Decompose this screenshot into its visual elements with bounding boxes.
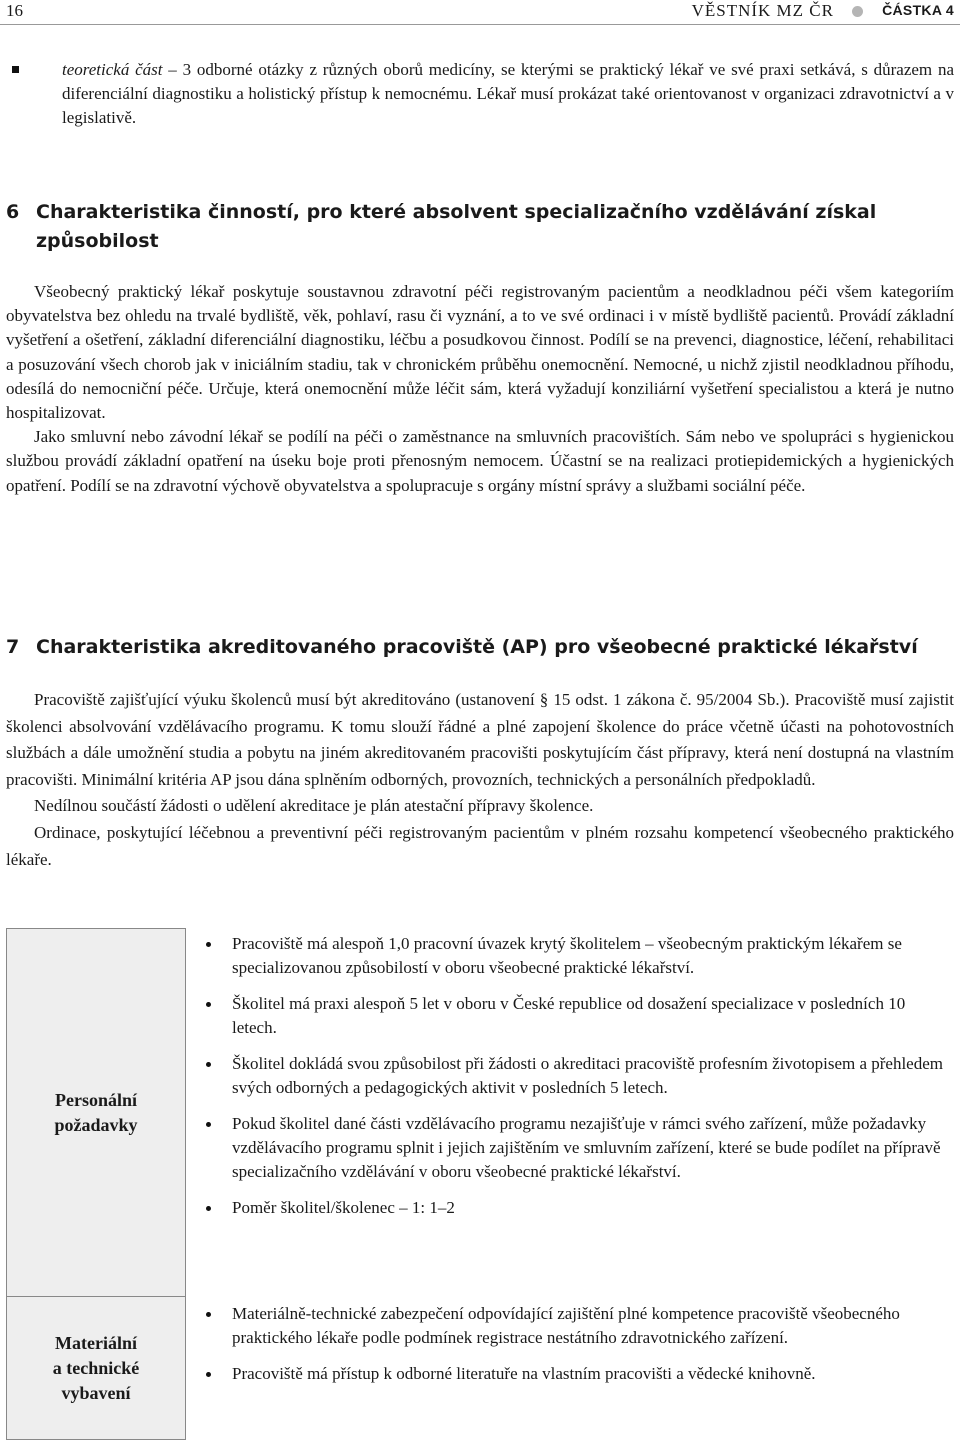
personnel-requirements-list — [202, 932, 952, 1232]
intro-bullet-text — [62, 58, 954, 130]
label-line: Materiální — [55, 1332, 137, 1353]
section-6-paragraph: Všeobecný praktický lékař poskytuje soustavnou zdravotní péči registrovaným pacientům a neodkladnou péči všem kategoriím obyvatelstva bez ohledu na trvalé bydliště, věk, pohlaví, rasu či vyznání, a to ve své ordinaci i v místě bydliště pacientů. Provádí základní vyšetření a ošetření, základní diferenciální diagnostiku, léčbu a posudkovou činnost. Podílí se na prevenci, diagnostice, léčení, rehabilitaci a posuzování všech chorob jak v iniciálním stadiu, tak v chronickém průběhu onemocnění. Nemocné, u nichž zjistil neodkladnou příhodu, odesílá do nemocniční péče. Určuje, která onemocnění může léčit sám, která vyžadují konziliární vyšetření specialistou a která je nutno hospitalizovat. — [6, 282, 954, 423]
list-item: Materiálně-technické zabezpečení odpovídající zajištění plné kompetence pracoviště všeobecného praktického lékaře podle podmínek registrace nestátního zdravotnického zařízení. — [202, 1302, 952, 1350]
intro-bullet — [6, 58, 954, 130]
issue-part: ČÁSTKA 4 — [882, 2, 954, 18]
list-item: Pracoviště má alespoň 1,0 pracovní úvazek krytý školitelem – všeobecným praktickým lékařem se specializovanou způsobilostí v oboru všeobecné praktické lékařství. — [202, 932, 952, 980]
separator-dot-icon — [852, 6, 863, 17]
section-7-paragraph: Nedílnou součástí žádosti o udělení akreditace je plán atestační přípravy školence. — [34, 796, 594, 816]
label-line: Personální — [54, 1090, 137, 1110]
section-7-heading — [6, 633, 954, 662]
requirements-table — [6, 928, 956, 1438]
label-line: a technické — [52, 1357, 140, 1378]
equipment-requirements-label — [6, 1296, 186, 1440]
square-bullet-icon — [12, 66, 19, 73]
personnel-requirements-label — [6, 928, 186, 1298]
section-7-number: 7 — [6, 636, 20, 658]
list-item: Poměr školitel/školenec – 1: 1–2 — [202, 1196, 952, 1220]
intro-bullet-lead: teoretická část — [62, 60, 163, 79]
list-item: Školitel má praxi alespoň 5 let v oboru v České republice od dosažení specializace v posledních 10 letech. — [202, 992, 952, 1040]
list-item: Školitel dokládá svou způsobilost při žádosti o akreditaci pracoviště profesním životopisem a přehledem svých odborných a pedagogických aktivit v posledních 5 letech. — [202, 1052, 952, 1100]
journal-title: VĚSTNÍK MZ ČR — [691, 1, 834, 20]
section-7-body — [6, 687, 954, 873]
equipment-requirements-list — [202, 1302, 952, 1398]
label-line: vybavení — [61, 1382, 131, 1403]
list-item: Pracoviště má přístup k odborné literatuře na vlastním pracovišti a vědecké knihovně. — [202, 1362, 952, 1386]
section-7-paragraph: Pracoviště zajišťující výuku školenců musí být akreditováno (ustanovení § 15 odst. 1 zákona č. 95/2004 Sb.). Pracoviště musí zajistit školenci absolvování vzdělávacího programu. K tomu slouží řádné a plné zapojení školence do práce včetně účasti na pohotovostních službách a dále umožnění studia a pobytu na jiném akreditovaném pracovišti poskytujícím část přípravy, která není dostupná na vlastním pracovišti. Minimální kritéria AP jsou dána splněním odborných, provozních, technických a personálních předpokladů. — [6, 690, 954, 789]
section-6-title: Charakteristika činností, pro které absolvent specializačního vzdělávání získal způsobilost — [36, 201, 877, 252]
section-7-paragraph: Ordinace, poskytující léčebnou a preventivní péči registrovaným pacientům v plném rozsahu kompetencí všeobecného praktického lékaře. — [6, 822, 954, 869]
section-6-paragraph: Jako smluvní nebo závodní lékař se podílí na péči o zaměstnance na smluvních pracovištích. Sám nebo ve spolupráci s hygienickou službou provádí základní opatření na úseku boje proti přenosným nemocem. Účastní se na realizaci protiepidemických a hygienických opatření. Podílí se na zdravotní výchově obyvatelstva a spolupracuje s orgány místní správy a službami sociální péče. — [6, 427, 954, 495]
header-rule — [0, 24, 960, 25]
section-7-title: Charakteristika akreditovaného pracoviště (AP) pro všeobecné praktické lékařství — [36, 636, 918, 658]
list-item: Pokud školitel dané části vzdělávacího programu nezajišťuje v rámci svého zařízení, může požadavky vzdělávacího programu splnit i jejich zajištěním ve smluvním zařízení, které se bude podílet na přípravě specializačního vzdělávání v oboru všeobecné praktické lékařství. — [202, 1112, 952, 1184]
section-6-number: 6 — [6, 201, 20, 223]
page-header — [0, 0, 960, 24]
label-line: požadavky — [54, 1115, 138, 1135]
page-number: 16 — [6, 1, 23, 20]
intro-bullet-body: – 3 odborné otázky z různých oborů medicíny, se kterými se praktický lékař ve své praxi setkává, s důrazem na diferenciální diagnostiku a holistický přístup k nemocnému. Lékař musí prokázat také orientovanost v organizaci zdravotnictví a v legislativě. — [62, 60, 954, 127]
section-6-body — [6, 280, 954, 498]
section-6-heading — [6, 198, 906, 256]
